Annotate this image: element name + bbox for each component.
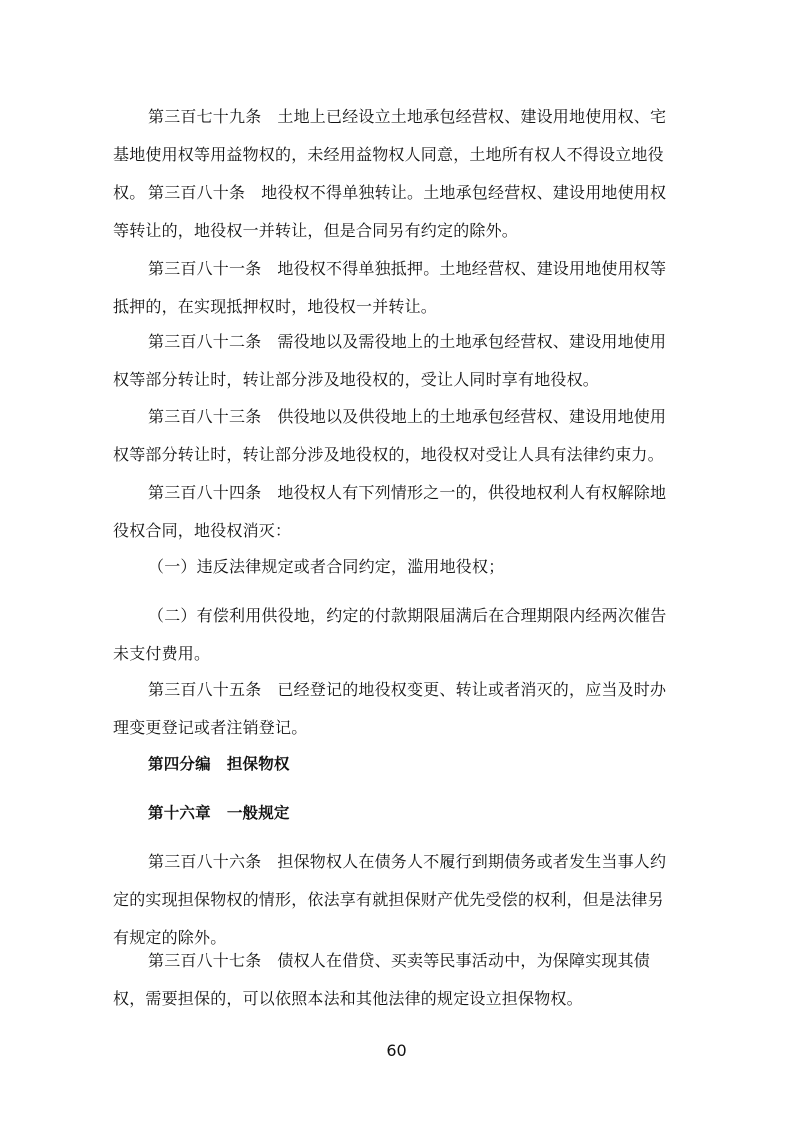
article-text: 地役权不得单独转让。土地承包经营权、建设用地使用权等转让的，地役权一并转让，但是合同另有约定的除外。 [113, 183, 667, 240]
article-text: 债权人在借贷、买卖等民事活动中，为保障实现其债权，需要担保的，可以依照本法和其他法律的规定设立担保物权。 [113, 951, 651, 1008]
article-383 [113, 398, 678, 474]
article-number: 第三百八十条 [148, 183, 246, 202]
article-386 [113, 843, 678, 957]
article-380 [113, 174, 678, 250]
article-text: 地役权人有下列情形之一的，供役地权利人有权解除地役权合同，地役权消灭： [113, 483, 667, 540]
article-387 [113, 942, 678, 1018]
article-text: 供役地以及供役地上的土地承包经营权、建设用地使用权等部分转让时，转让部分涉及地役权的，地役权对受让人具有法律约束力。 [113, 407, 667, 464]
article-text: 已经登记的地役权变更、转让或者消灭的，应当及时办理变更登记或者注销登记。 [113, 680, 667, 737]
article-384-item-1 [113, 548, 678, 586]
article-number: 第三百七十九条 [148, 107, 262, 126]
article-text: 需役地以及需役地上的土地承包经营权、建设用地使用权等部分转让时，转让部分涉及地役权的，受让人同时享有地役权。 [113, 332, 667, 389]
article-number: 第三百八十五条 [148, 680, 262, 699]
article-number: 第三百八十三条 [148, 407, 262, 426]
article-384 [113, 474, 678, 550]
chapter-heading [113, 794, 678, 832]
article-text: 土地上已经设立土地承包经营权、建设用地使用权、宅基地使用权等用益物权的，未经用益物权人同意，土地所有权人不得设立地役权。 [113, 107, 667, 202]
article-number: 第三百八十二条 [148, 332, 262, 351]
article-number: 第三百八十四条 [148, 483, 262, 502]
article-382 [113, 323, 678, 399]
article-385 [113, 671, 678, 747]
article-number: 第三百八十六条 [148, 852, 262, 871]
article-text: 地役权不得单独抵押。土地经营权、建设用地使用权等抵押的，在实现抵押权时，地役权一并转让。 [113, 259, 667, 316]
part-heading [113, 745, 678, 783]
part-number: 第四分编 [148, 755, 211, 773]
article-381 [113, 250, 678, 326]
article-text: 担保物权人在债务人不履行到期债务或者发生当事人约定的实现担保物权的情形，依法享有就担保财产优先受偿的权利，但是法律另有规定的除外。 [113, 852, 667, 947]
list-item-text: （二）有偿利用供役地，约定的付款期限届满后在合理期限内经两次催告未支付费用。 [113, 606, 667, 663]
article-384-item-2 [113, 597, 678, 673]
list-item-text: （一）违反法律规定或者合同约定，滥用地役权； [148, 557, 505, 576]
chapter-title: 一般规定 [226, 804, 290, 822]
chapter-number: 第十六章 [148, 804, 211, 822]
part-title: 担保物权 [226, 755, 290, 773]
article-number: 第三百八十七条 [148, 951, 262, 970]
page-number: 60 [386, 1041, 407, 1060]
article-number: 第三百八十一条 [148, 259, 262, 278]
